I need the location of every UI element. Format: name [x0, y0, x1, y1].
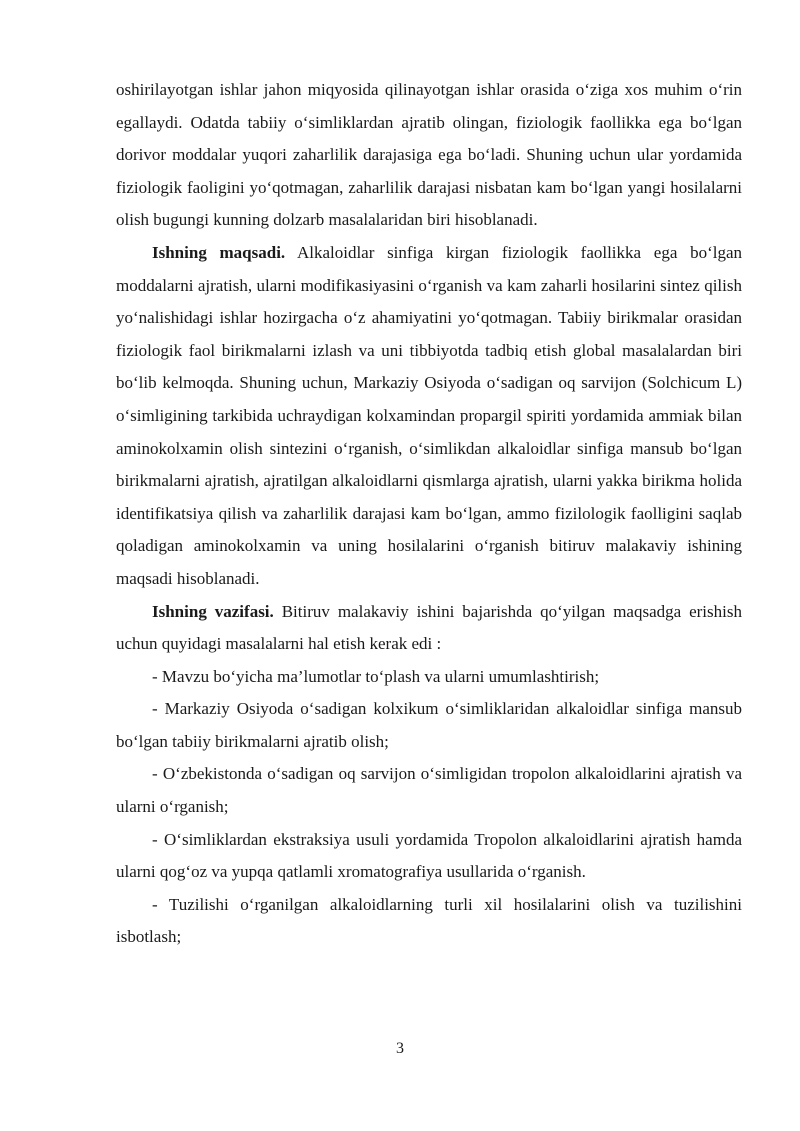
document-page [116, 74, 742, 954]
intro-paragraph: oshirilayotgan ishlar jahon miqyosida qilinayotgan ishlar orasida o‘ziga xos muhim o‘rin egallaydi. Odatda tabiiy o‘simliklardan ajratib olingan, fiziologik faollikka ega bo‘lgan dorivor moddalar yuqori zaharlilik darajasiga ega bo‘ladi. Shuning uchun ular yordamida fiziologik faoligini yo‘qotmagan, zaharlilik darajasi nisbatan kam bo‘lgan yangi hosilalarni olish bugungi kunning dolzarb masalalaridan biri hisoblanadi. [116, 80, 742, 230]
task-item: - O‘simliklardan ekstraksiya usuli yordamida Tropolon alkaloidlarini ajratish hamda ularni qog‘oz va yupqa qatlamli xromatografiya usullarida o‘rganish. [116, 829, 742, 882]
goal-heading: Ishning maqsadi. [152, 242, 286, 262]
tasks-heading: Ishning vazifasi. [152, 601, 274, 621]
goal-paragraph [116, 237, 742, 596]
tasks-text: Bitiruv malakaviy ishini bajarishda qo‘yilgan maqsadga erishish uchun quyidagi masalalarni hal etish kerak edi : [116, 601, 742, 654]
page-number: 3 [396, 1040, 404, 1057]
tasks-paragraph [116, 596, 742, 661]
task-item: - Markaziy Osiyoda o‘sadigan kolxikum o‘simliklaridan alkaloidlar sinfiga mansub bo‘lgan tabiiy birikmalarni ajratib olish; [116, 699, 742, 751]
task-item: - O‘zbekistonda o‘sadigan oq sarvijon o‘simligidan tropolon alkaloidlarini ajratish va ularni o‘rganish; [116, 764, 742, 817]
goal-text: Alkaloidlar sinfiga kirgan fiziologik faollikka ega bo‘lgan moddalarni ajratish, ularni modifikasiyasini o‘rganish va kam zaharli hosilarini sintez qilish yo‘nalishidagi ishlar hozirgacha o‘z ahamiyatini yo‘qotmagan. Tabiiy birikmalar orasidan fiziologik faol birikmalarni izlash va uni tibbiyotda tadbiq etish global masalalardan biri bo‘lib kelmoqda. Shuning uchun, Markaziy Osiyoda o‘sadigan oq sarvijon (Solchicum L) o‘simligining tarkibida uchraydigan kolxamindan propargil spiriti yordamida ammiak bilan aminokolxamin olish sintezini o‘rganish, o‘simlikdan alkaloidlar sinfiga mansub bo‘lgan birikmalarni ajratish, ajratilgan alkaloidlarni qismlarga ajratish, ularni yakka birikma holida identifikatsiya qilish va zaharlilik darajasi kam bo‘lgan, ammo fizilologik faolligini saqlab qoladigan aminokolxamin va uning hosilalarini o‘rganish bitiruv malakaviy ishining maqsadi hisoblanadi. [116, 242, 742, 588]
task-item: - Mavzu bo‘yicha ma’lumotlar to‘plash va ularni umumlashtirish; [152, 666, 600, 686]
task-item: - Tuzilishi o‘rganilgan alkaloidlarning turli xil hosilalarini olish va tuzilishini isbotlash; [116, 894, 742, 947]
